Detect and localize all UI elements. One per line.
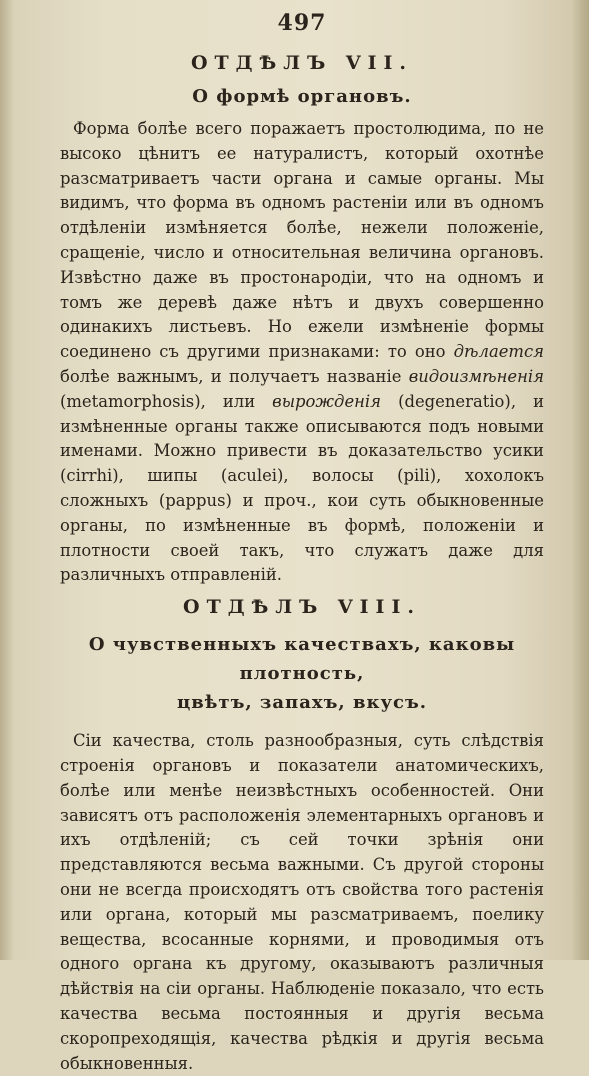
section-7-text-d: (degeneratio), и измѣненные органы также описываются подъ новыми именами. Можно привести въ доказательство усики (cirrhi), шипы (aculei), волосы (pili), хохолокъ сложныхъ (pappus) и проч., кои суть обыкновенные органы, по измѣненные въ формѣ, положенiи и плотности своей такъ, что служатъ даже для различныхъ отправленiй. (60, 391, 544, 585)
section-8-heading: ОТДѢЛЪ VIII. (183, 596, 421, 619)
section-7-text-b: болѣе важнымъ, и получаетъ названiе (60, 366, 409, 386)
page-content (60, 6, 544, 1076)
section-7-subtitle: О формѣ органовъ. (192, 86, 412, 107)
section-8-subtitle (60, 630, 544, 717)
section-7-heading: ОТДѢЛЪ VII. (190, 52, 414, 74)
section-7-text-c: (metamorphosis), или (60, 391, 273, 411)
section-7-text-a: Форма болѣе всего поражаетъ простолюдима, по не высоко цѣнитъ ее натуралистъ, который охотнѣе разсматриваетъ части органа и самые органы. Мы видимъ, что форма въ одномъ растенiи или въ одномъ отдѣленiи измѣняется болѣе, нежели положенiе, сращенiе, число и относительная величина органовъ. Извѣстно даже въ простонародiи, что на одномъ и томъ же деревѣ даже нѣтъ и двухъ совершенно одинакихъ листьевъ. Но ежели измѣненiе формы соединено съ другими признаками: то оно (60, 119, 544, 362)
page-shadow-left (0, 0, 14, 960)
section-8-paragraph: Сiи качества, столь разнообразныя, суть слѣдствiя строенiя органовъ и показатели анатомическихъ, болѣе или менѣе неизвѣстныхъ особенностей. Они зависятъ отъ расположенiя элементарныхъ органовъ и ихъ отдѣленiй; съ сей точки зрѣнiя они представляются весьма важными. Съ другой стороны они не всегда происходятъ отъ свойства того растенiя или органа, который мы разсматриваемъ, поелику вещества, всосанные корнями, и проводимыя отъ одного органа къ другому, оказываютъ различныя дѣйствiя на сiи органы. Наблюденiе показало, что есть качества весьма постоянныя и другiя весьма скоропреходящiя, качества рѣдкiя и другiя весьма обыкновенныя. (60, 731, 544, 1073)
page-shadow-right (571, 0, 589, 960)
section-7-paragraph (60, 117, 544, 588)
section-7-italic-2: видоизмѣненiя (408, 366, 544, 386)
section-8-subtitle-line-2: цвѣтъ, запахъ, вкусъ. (176, 692, 428, 714)
section-8-subtitle-line-1: О чувственныхъ качествахъ, каковы плотность, (88, 634, 516, 685)
section-7-italic-1: дѣлается (453, 342, 544, 362)
section-7-italic-3: вырожденiя (272, 391, 382, 411)
page-number: 497 (277, 10, 327, 36)
